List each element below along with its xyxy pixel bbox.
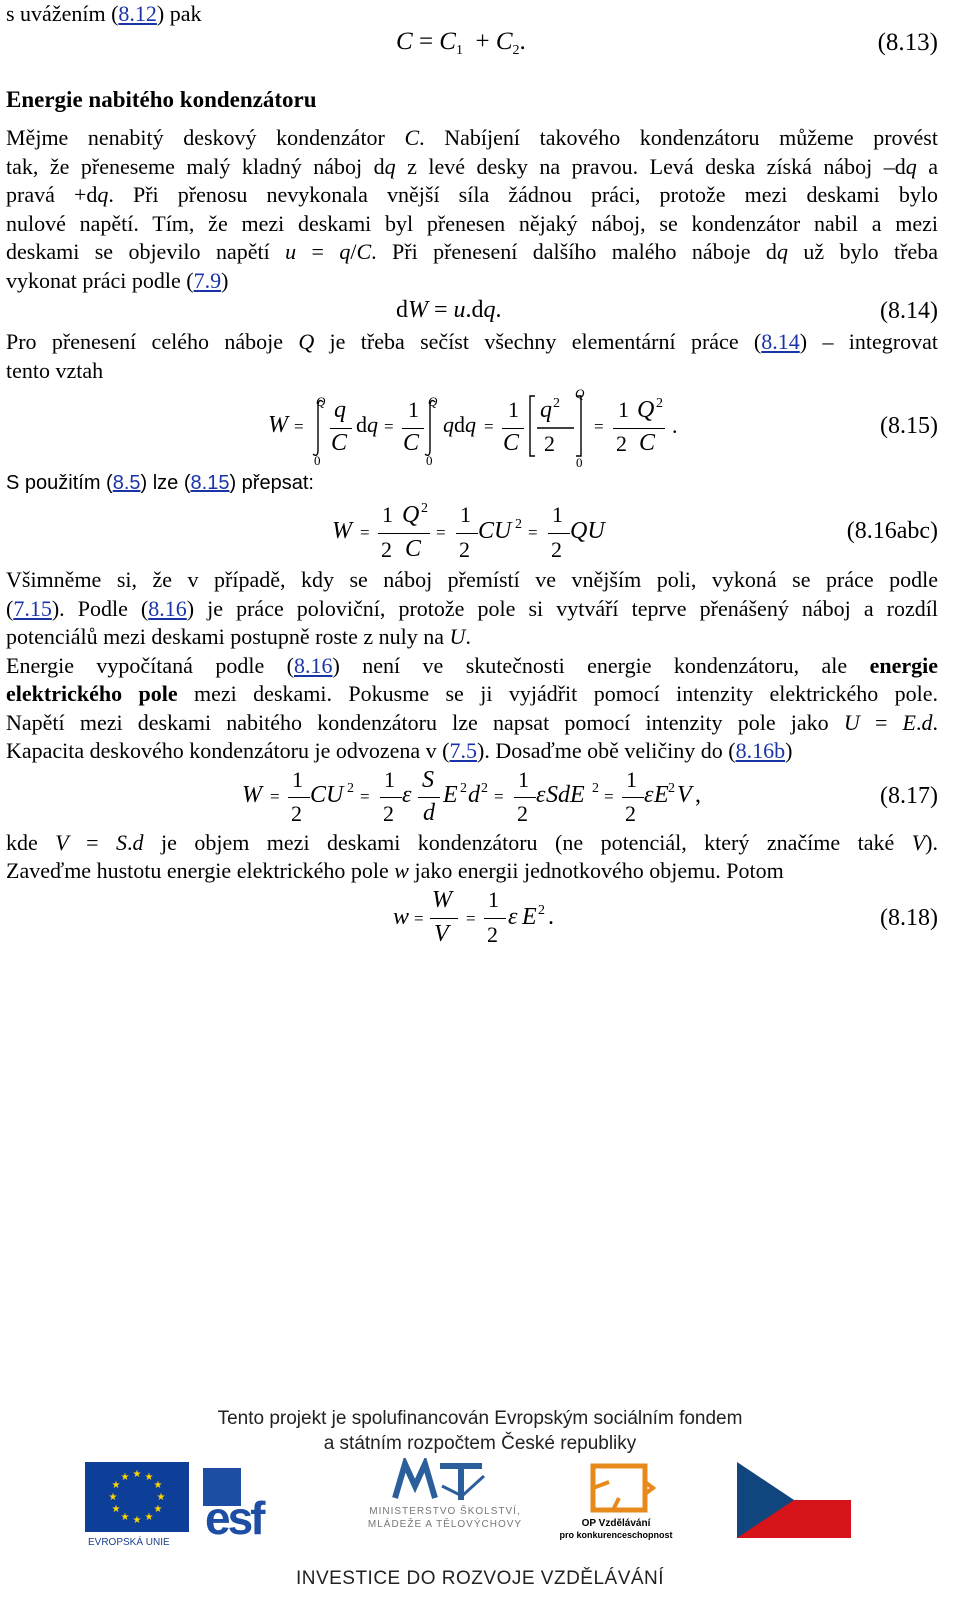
p4-line4: Energie vypočítaná podle (8.16) není ve skutečnosti energie kondenzátoru, ale energie xyxy=(6,653,939,678)
eq17-sup2d: 2 xyxy=(592,781,599,796)
eq17-two4: 2 xyxy=(625,801,636,826)
eq17-CU: CU xyxy=(310,782,344,808)
eq-number-8-18: (8.18) xyxy=(880,905,938,931)
eq17-eq4: = xyxy=(604,787,614,806)
eq16-two2: 2 xyxy=(459,537,470,562)
eq13-sub1: 1 xyxy=(455,43,463,58)
equation-8-14: dW = u.dq. xyxy=(396,297,502,323)
svg-text:★: ★ xyxy=(120,1512,130,1523)
eq17-one3: 1 xyxy=(518,767,529,792)
p1-line4: nulové napětí. Tím, že mezi deskami byl přenesen nějaký náboj, se kondenzátor nabil a mezi xyxy=(6,211,938,236)
svg-text:★: ★ xyxy=(120,1472,130,1483)
eq15-eq4: = xyxy=(594,417,604,436)
p3-line: S použitím (8.5) lze (8.15) přepsat: xyxy=(6,472,314,494)
fraction-bar xyxy=(484,918,506,919)
eq16-C: C xyxy=(405,536,422,562)
eq17-eq3: = xyxy=(494,787,504,806)
eq17-eps3: ε xyxy=(644,782,654,808)
eq13-c2: C xyxy=(495,28,513,55)
op-logo-icon xyxy=(583,1458,663,1518)
eq-number-8-14: (8.14) xyxy=(880,298,938,324)
p1-line1: Mějme nenabitý deskový kondenzátor C. Nabíjení takového kondenzátoru můžeme provést xyxy=(6,125,938,150)
eq17-eps2: ε xyxy=(536,782,546,808)
p4-line3: potenciálů mezi deskami postupně roste z nuly na U. xyxy=(6,624,471,649)
msmt-text2: MLÁDEŽE A TĚLOVÝCHOVY xyxy=(367,1519,523,1530)
eq17-comma: , xyxy=(695,782,701,808)
eq-number-8-15: (8.15) xyxy=(880,413,938,439)
eq15-upper2: Q xyxy=(428,394,438,409)
intro-line xyxy=(6,0,202,29)
ref-8-14[interactable]: 8.14 xyxy=(761,329,800,354)
svg-text:★: ★ xyxy=(111,1480,121,1491)
eq16-Q: Q xyxy=(402,502,420,528)
svg-text:esf: esf xyxy=(205,1492,263,1540)
eq15-eq3: = xyxy=(484,417,494,436)
fraction-bar xyxy=(378,533,400,534)
ref-7-15[interactable]: 7.15 xyxy=(13,596,52,621)
eq15-lower3: 0 xyxy=(576,455,583,470)
fraction-bar xyxy=(288,797,310,798)
eu-label: EVROPSKÁ UNIE xyxy=(88,1537,170,1548)
eq18-dot: . xyxy=(548,904,554,930)
eq15-Q-sq: Q xyxy=(637,397,655,423)
eq17-two1: 2 xyxy=(291,801,302,826)
ref-8-5[interactable]: 8.5 xyxy=(112,472,141,494)
svg-text:★: ★ xyxy=(144,1512,154,1523)
eq17-sup2e: 2 xyxy=(668,781,675,796)
eq13-dot: . xyxy=(519,28,526,55)
eq15-num-q: q xyxy=(334,397,346,423)
p1-line2: tak, že přeneseme malý kladný náboj dq z levé desky na pravou. Levá deska získá náboj –dq a xyxy=(6,154,939,179)
p2-line2: tento vztah xyxy=(6,358,104,383)
eq16-eq3: = xyxy=(528,523,538,542)
ref-8-16b-2[interactable]: 8.16b xyxy=(735,738,786,763)
op-text1: OP Vzdělávání xyxy=(581,1518,651,1529)
svg-text:★: ★ xyxy=(111,1504,121,1515)
p4-line6: Napětí mezi deskami nabitého kondenzátoru lze napsat pomocí intenzity pole jako U = E.d. xyxy=(6,710,938,735)
op-text2: pro konkurenceschopnost xyxy=(559,1530,673,1540)
eq18-sup2: 2 xyxy=(538,903,545,918)
eq17-W: W xyxy=(242,782,262,808)
eq15-upper1: Q xyxy=(316,394,326,409)
svg-text:★: ★ xyxy=(132,1515,142,1526)
intro-text: s uvážením ( xyxy=(6,1,119,26)
eq17-V: V xyxy=(677,782,692,808)
eq17-S: S xyxy=(422,767,434,793)
eq17-one4: 1 xyxy=(626,767,637,792)
eq-number-8-16abc: (8.16abc) xyxy=(846,518,938,544)
p1-line6: vykonat práci podle (7.9) xyxy=(6,268,229,293)
section-heading: Energie nabitého kondenzátoru xyxy=(6,87,317,112)
eq15-eq1: = xyxy=(294,417,304,436)
eq15-dq: dq xyxy=(356,412,378,437)
eq17-E: E xyxy=(443,782,458,808)
eq17-sup2c: 2 xyxy=(481,781,488,796)
svg-text:★: ★ xyxy=(153,1504,163,1515)
eq18-eps: ε xyxy=(508,904,518,930)
eq17-two3: 2 xyxy=(517,801,528,826)
eq13-c: C xyxy=(396,28,413,55)
eq17-two2: 2 xyxy=(383,801,394,826)
eq13-c1: C xyxy=(439,28,456,55)
p2-line1: Pro přenesení celého náboje Q je třeba sečíst všechny elementární práce (8.14) – integrovat xyxy=(6,329,938,354)
ref-8-16b[interactable]: 8.16 xyxy=(294,653,333,678)
eq16-CU: CU xyxy=(478,518,512,544)
p1-line3: pravá +dq. Při přenosu nevykonala vnější síla žádnou práci, protože mezi deskami bylo xyxy=(6,182,939,207)
eq15-two2: 2 xyxy=(616,431,627,456)
eq16-eq1: = xyxy=(360,523,370,542)
eq15-one3: 1 xyxy=(618,397,629,422)
eq18-eq2: = xyxy=(466,909,476,928)
eq13-sub2: 2 xyxy=(512,43,520,58)
p4-line2: (7.15). Podle (8.16) je práce poloviční, protože pole si vytváří teprve přenášený náboj a rozdíl xyxy=(6,596,938,621)
svg-text:★: ★ xyxy=(156,1492,166,1503)
eq16-eq2: = xyxy=(436,523,446,542)
eq15-q-sq: q xyxy=(540,397,552,423)
eq13-plus: + xyxy=(462,28,496,55)
fraction-bar xyxy=(548,533,570,534)
ref-7-9[interactable]: 7.9 xyxy=(193,268,222,293)
eq15-eq2: = xyxy=(384,417,394,436)
ref-8-15[interactable]: 8.15 xyxy=(190,472,230,494)
eq18-w: w xyxy=(393,904,410,930)
eq17-eps1: ε xyxy=(402,782,412,808)
eq17-one2: 1 xyxy=(384,767,395,792)
eu-stars-icon xyxy=(85,1462,189,1532)
p4-line1: Všimněme si, že v případě, kdy se náboj přemístí ve vnějším poli, vykoná se práce podle xyxy=(6,567,938,592)
ref-7-5[interactable]: 7.5 xyxy=(449,738,477,763)
msmt-text1: MINISTERSTVO ŠKOLSTVÍ, xyxy=(369,1506,521,1517)
p1-line5: deskami se objevilo napětí u = q/C. Při přenesení dalšího malého náboje dq už bylo třeba xyxy=(6,239,938,264)
eq13-equals: = xyxy=(412,28,440,55)
eq17-one1: 1 xyxy=(292,767,303,792)
eq16-W: W xyxy=(332,518,352,544)
equation-8-13 xyxy=(396,28,526,61)
eq15-den-C2: C xyxy=(403,430,420,456)
p4-line7: Kapacita deskového kondenzátoru je odvozena v (7.5). Dosaďme obě veličiny do (8.16b) xyxy=(6,738,793,763)
fraction-bar xyxy=(622,797,644,798)
footer-line1: Tento projekt je spolufinancován Evropským sociálním fondem xyxy=(217,1408,743,1429)
eq17-d: d xyxy=(423,800,435,826)
eq15-sup2a: 2 xyxy=(553,396,560,411)
fraction-bar xyxy=(514,797,536,798)
eq15-two1: 2 xyxy=(544,431,555,456)
eq18-one: 1 xyxy=(488,887,499,912)
eq18-eq1: = xyxy=(414,909,424,928)
fraction-bar xyxy=(380,797,402,798)
eq15-lower2: 0 xyxy=(426,453,433,468)
eq17-eq2: = xyxy=(360,787,370,806)
eq16-QU: QU xyxy=(570,518,605,544)
footer-bottom-line: INVESTICE DO ROZVOJE VZDĚLÁVÁNÍ xyxy=(295,1568,665,1589)
p4-line5: elektrického pole mezi deskami. Pokusme se ji vyjádřit pomocí intenzity elektrického pole. xyxy=(6,681,938,706)
eq17-d2: d xyxy=(468,782,480,808)
eq17-E2: E xyxy=(654,782,669,808)
eq18-E: E xyxy=(522,904,537,930)
footer-line2: a státním rozpočtem České republiky xyxy=(323,1433,637,1454)
eq15-lower1: 0 xyxy=(314,453,321,468)
eq15-W: W xyxy=(268,412,288,438)
eq17-SdE: SdE xyxy=(546,782,585,808)
svg-text:★: ★ xyxy=(132,1469,142,1480)
ref-8-16[interactable]: 8.16 xyxy=(148,596,187,621)
eq15-one1: 1 xyxy=(408,397,419,422)
eu-flag-icon xyxy=(85,1462,189,1532)
czech-flag-icon xyxy=(737,1462,851,1538)
eq-number-8-17: (8.17) xyxy=(880,783,938,809)
eq17-sup2a: 2 xyxy=(347,781,354,796)
eq-number-8-13: (8.13) xyxy=(877,29,938,56)
eq18-W: W xyxy=(432,887,452,913)
p5-line1: kde V = S.d je objem mezi deskami kondenzátoru (ne potenciál, který značíme také V). xyxy=(6,830,938,855)
eq16-one1: 1 xyxy=(382,502,393,527)
eq15-den-C3: C xyxy=(503,430,520,456)
eq15-dot: . xyxy=(672,413,678,438)
intro-text-end: ) pak xyxy=(156,1,202,26)
eq16-two3: 2 xyxy=(551,537,562,562)
eq18-V: V xyxy=(434,921,449,947)
eq15-den-C: C xyxy=(331,430,348,456)
eq15-den-C4: C xyxy=(639,430,656,456)
eq17-eq1: = xyxy=(270,787,280,806)
svg-text:★: ★ xyxy=(153,1480,163,1491)
eq15-upper3: Q xyxy=(575,386,585,401)
eq15-one2: 1 xyxy=(508,397,519,422)
eq16-sup2b: 2 xyxy=(515,517,522,532)
svg-text:★: ★ xyxy=(144,1472,154,1483)
eq16-two1: 2 xyxy=(381,537,392,562)
fraction-bar xyxy=(456,533,478,534)
eq18-two: 2 xyxy=(487,922,498,947)
eq16-one3: 1 xyxy=(552,502,563,527)
eq16-sup2a: 2 xyxy=(421,501,428,516)
eq15-qdq: qdq xyxy=(443,412,476,437)
esf-logo-icon xyxy=(203,1458,299,1540)
ref-8-12[interactable]: 8.12 xyxy=(118,1,157,26)
eq15-sup2b: 2 xyxy=(656,396,663,411)
svg-text:★: ★ xyxy=(108,1492,118,1503)
eq17-sup2b: 2 xyxy=(460,781,467,796)
p5-line2: Zaveďme hustotu energie elektrického pole w jako energii jednotkového objemu. Potom xyxy=(6,858,784,883)
eq16-one2: 1 xyxy=(460,502,471,527)
